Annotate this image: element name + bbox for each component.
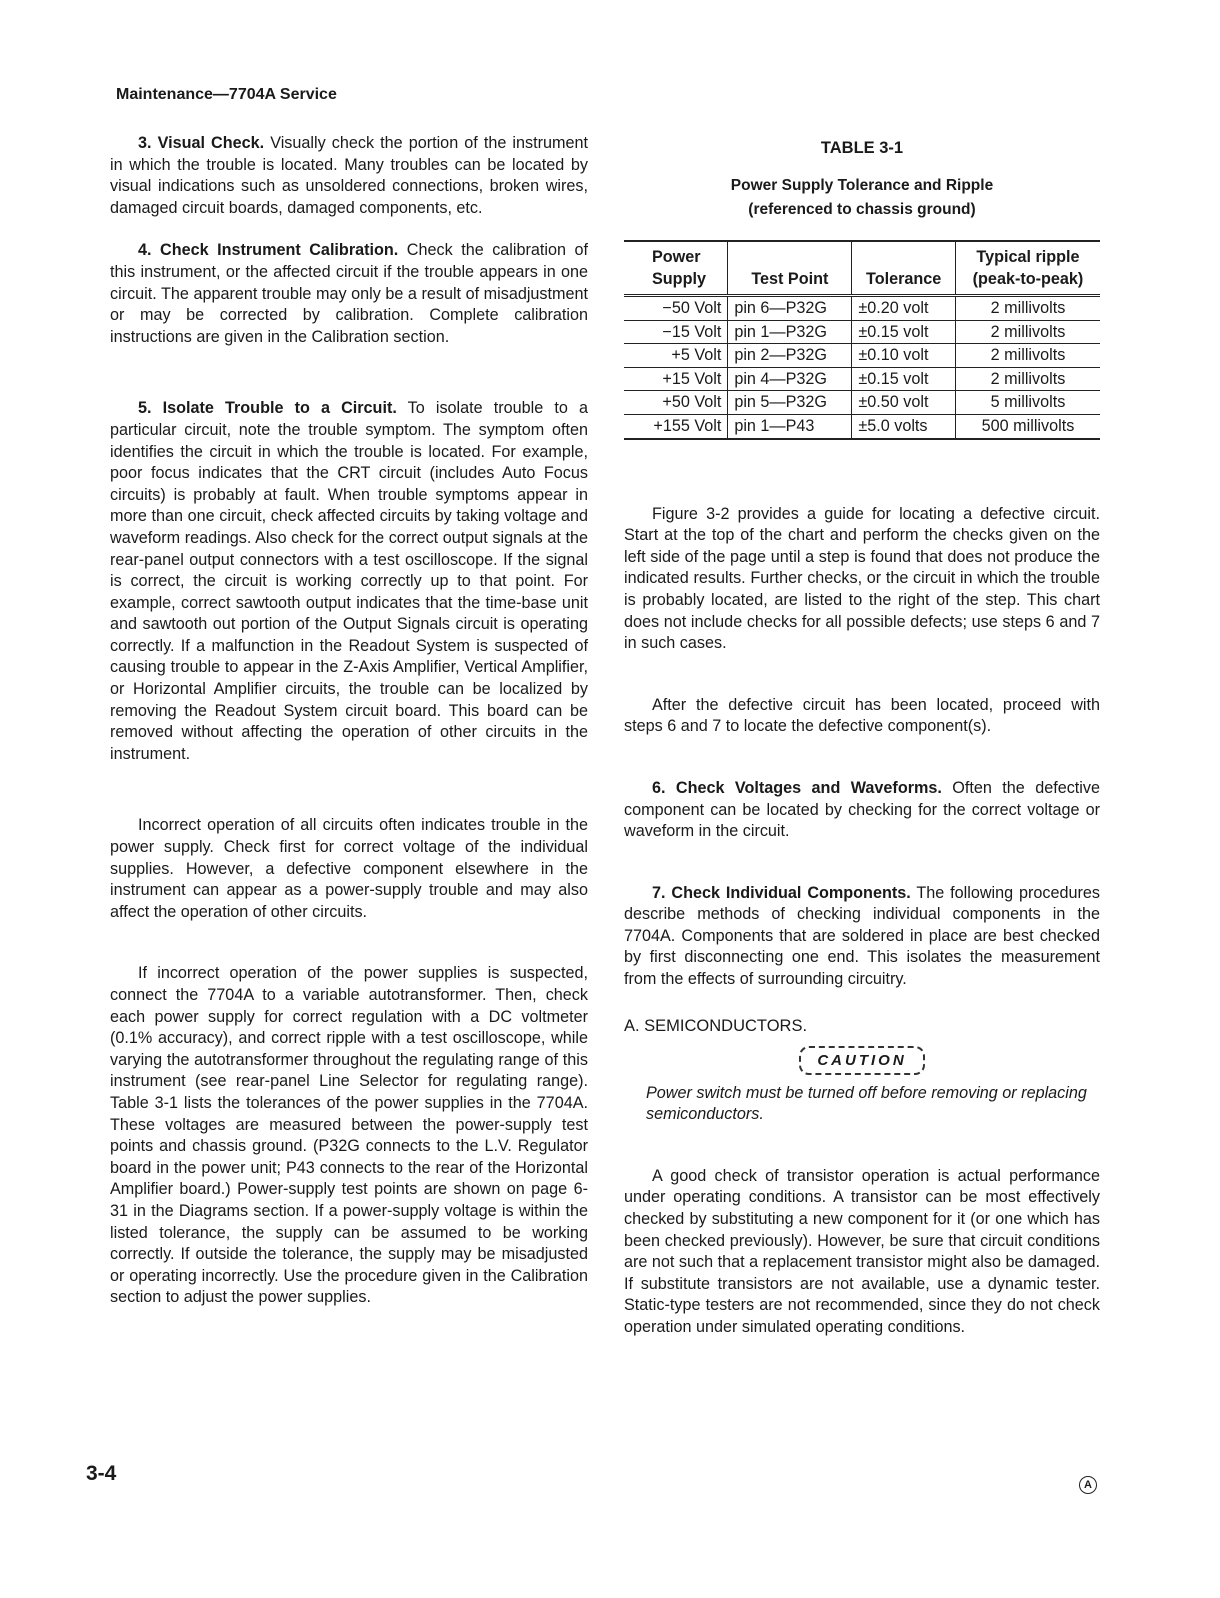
cell-ripple: 2 millivolts bbox=[955, 367, 1100, 391]
header-typical-ripple: Typical ripple (peak-to-peak) bbox=[955, 241, 1100, 296]
figure-guide-paragraph: Figure 3-2 provides a guide for locating a defective circuit. Start at the top of the chart and perform the checks given on the left side of the page until a step is found that does not produce the indicated results. Further checks, or the circuit in which the trouble is probably located, are listed to the right of the step. This chart does not include checks for all possible defects; use steps 6 and 7 in such cases. bbox=[624, 504, 1100, 653]
cell-tolerance: ±0.50 volt bbox=[852, 391, 956, 415]
cell-test-point: pin 1—P32G bbox=[728, 320, 852, 344]
header-tolerance: Tolerance bbox=[852, 241, 956, 296]
cell-ripple: 2 millivolts bbox=[955, 296, 1100, 321]
table-title: TABLE 3-1 bbox=[820, 139, 904, 157]
table-row bbox=[624, 391, 1100, 415]
cell-ripple: 5 millivolts bbox=[955, 391, 1100, 415]
semiconductors-heading: A. SEMICONDUCTORS. bbox=[624, 1016, 808, 1035]
cell-test-point: pin 1—P43 bbox=[728, 414, 852, 438]
power-supply-table bbox=[624, 240, 1100, 440]
step-7-title: 7. Check Individual Components. bbox=[652, 883, 911, 902]
cell-tolerance: ±0.20 volt bbox=[852, 296, 956, 321]
step-4-body: Check the calibration of this instrument, or the affected circuit if the trouble appears in one circuit. The apparent trouble may only be a result of misadjustment or may be corrected by calibration. Complete calibration instructions are given in the Calibration section. bbox=[110, 241, 588, 346]
cell-supply: +5 Volt bbox=[624, 344, 728, 368]
step-4-title: 4. Check Instrument Calibration. bbox=[138, 241, 399, 260]
cell-supply: +155 Volt bbox=[624, 414, 728, 438]
caution-text: Power switch must be turned off before removing or replacing semiconductors. bbox=[646, 1083, 1087, 1124]
table-row bbox=[624, 367, 1100, 391]
cell-ripple: 2 millivolts bbox=[955, 344, 1100, 368]
step-4-paragraph bbox=[110, 240, 588, 348]
step-6-title: 6. Check Voltages and Waveforms. bbox=[652, 778, 942, 797]
table-row bbox=[624, 414, 1100, 438]
revision-mark-icon: A bbox=[1079, 1476, 1097, 1494]
step-6-body: Often the defective component can be located by checking for the correct voltage or waveform in the circuit. bbox=[624, 778, 1100, 841]
header-test-point: Test Point bbox=[728, 241, 852, 296]
cell-test-point: pin 5—P32G bbox=[728, 391, 852, 415]
cell-supply: +50 Volt bbox=[624, 391, 728, 415]
cell-ripple: 2 millivolts bbox=[955, 320, 1100, 344]
caution-box bbox=[624, 1046, 1100, 1075]
table-header-row bbox=[624, 241, 1100, 296]
cell-tolerance: ±0.10 volt bbox=[852, 344, 956, 368]
cell-ripple: 500 millivolts bbox=[955, 414, 1100, 438]
cell-test-point: pin 4—P32G bbox=[728, 367, 852, 391]
table-row bbox=[624, 296, 1100, 321]
step-3-body: Visually check the portion of the instrument in which the trouble is located. Many troubles can be located by visual indications such as unsoldered connections, broken wires, damaged circuit boards, damaged components, etc. bbox=[110, 134, 588, 217]
table-caption-line-2: (referenced to chassis ground) bbox=[748, 201, 976, 218]
step-5-paragraph bbox=[110, 398, 588, 765]
cell-supply: −50 Volt bbox=[624, 296, 728, 321]
cell-supply: −15 Volt bbox=[624, 320, 728, 344]
header-power-supply: Power Supply bbox=[624, 241, 728, 296]
power-supply-check-paragraph: If incorrect operation of the power supplies is suspected, connect the 7704A to a variable autotransformer. Then, check each power supply for correct regulation with a DC voltmeter (0.1% accuracy), and correct ripple with a test oscilloscope, while varying the autotransformer throughout the regulating range of this instrument (see rear-panel Line Selector for regulating range). Table 3-1 lists the tolerances of the power supplies in the 7704A. These voltages are measured between the power-supply test points and chassis ground. (P32G connects to the L.V. Regulator board in the power unit; P43 connects to the rear of the Horizontal Amplifier board.) Power-supply test points are shown on page 6-31 in the Diagrams section. If a power-supply voltage is within the listed tolerance, the supply can be assumed to be working correctly. If outside the tolerance, the supply may be misadjusted or operating incorrectly. Use the procedure given in the Calibration section to adjust the power supplies. bbox=[110, 964, 588, 1307]
cell-supply: +15 Volt bbox=[624, 367, 728, 391]
cell-tolerance: ±0.15 volt bbox=[852, 320, 956, 344]
table-caption bbox=[624, 174, 1100, 222]
power-supply-trouble-paragraph: Incorrect operation of all circuits often indicates trouble in the power supply. Check first for correct voltage of the individual supplies. However, a defective component elsewhere in the instrument can appear as a power-supply trouble and may also affect the operation of other circuits. bbox=[110, 816, 588, 921]
table-caption-line-1: Power Supply Tolerance and Ripple bbox=[730, 177, 994, 194]
step-5-title: 5. Isolate Trouble to a Circuit. bbox=[138, 399, 397, 418]
table-row bbox=[624, 320, 1100, 344]
cell-tolerance: ±5.0 volts bbox=[852, 414, 956, 438]
after-located-paragraph: After the defective circuit has been located, proceed with steps 6 and 7 to locate the defective component(s). bbox=[624, 695, 1100, 736]
step-7-body: The following procedures describe methods of checking individual components in the 7704A. Components that are soldered in place are best checked by first disconnecting one end. This isolates the measurement from the effects of surrounding circuitry. bbox=[624, 883, 1100, 989]
cell-test-point: pin 2—P32G bbox=[728, 344, 852, 368]
cell-test-point: pin 6—P32G bbox=[728, 296, 852, 321]
step-3-paragraph bbox=[110, 133, 588, 219]
caution-label: CAUTION bbox=[799, 1046, 924, 1075]
right-column bbox=[624, 133, 1100, 1339]
table-row bbox=[624, 344, 1100, 368]
page-number: 3-4 bbox=[86, 1462, 117, 1485]
page-header: Maintenance—7704A Service bbox=[116, 86, 337, 103]
step-7-paragraph bbox=[624, 883, 1100, 991]
step-5-body: To isolate trouble to a particular circuit, note the trouble symptom. The symptom often identifies the circuit in which the trouble is located. For example, poor focus indicates that the CRT circuit (includes Auto Focus circuits) is probably at fault. When trouble symptoms appear in more than one circuit, check affected circuits by taking voltage and waveform readings. Also check for the correct output signals at the rear-panel output connectors with a test oscilloscope. If the signal is correct, the circuit is working correctly up to that point. For example, correct sawtooth output indicates that the time-base unit and sawtooth out portion of the Output Signals circuit is operating correctly. If a malfunction in the Readout System is suspected of causing trouble to appear in the Z-Axis Amplifier, Vertical Amplifier, or Horizontal Amplifier circuits, the trouble can be localized by removing the Readout System circuit board. This board can be removed without affecting the operation of other circuits in the instrument. bbox=[110, 399, 588, 763]
transistor-check-paragraph: A good check of transistor operation is actual performance under operating conditions. A transistor can be most effectively checked by substituting a new component for it (or one which has been checked previously). However, be sure that circuit conditions are not such that a replacement transistor might also be damaged. If substitute transistors are not available, use a dynamic tester. Static-type testers are not recommended, since they do not check operation under simulated operating conditions. bbox=[624, 1166, 1100, 1336]
step-3-title: 3. Visual Check. bbox=[138, 134, 265, 152]
step-6-paragraph bbox=[624, 778, 1100, 843]
cell-tolerance: ±0.15 volt bbox=[852, 367, 956, 391]
left-column bbox=[110, 133, 588, 1309]
